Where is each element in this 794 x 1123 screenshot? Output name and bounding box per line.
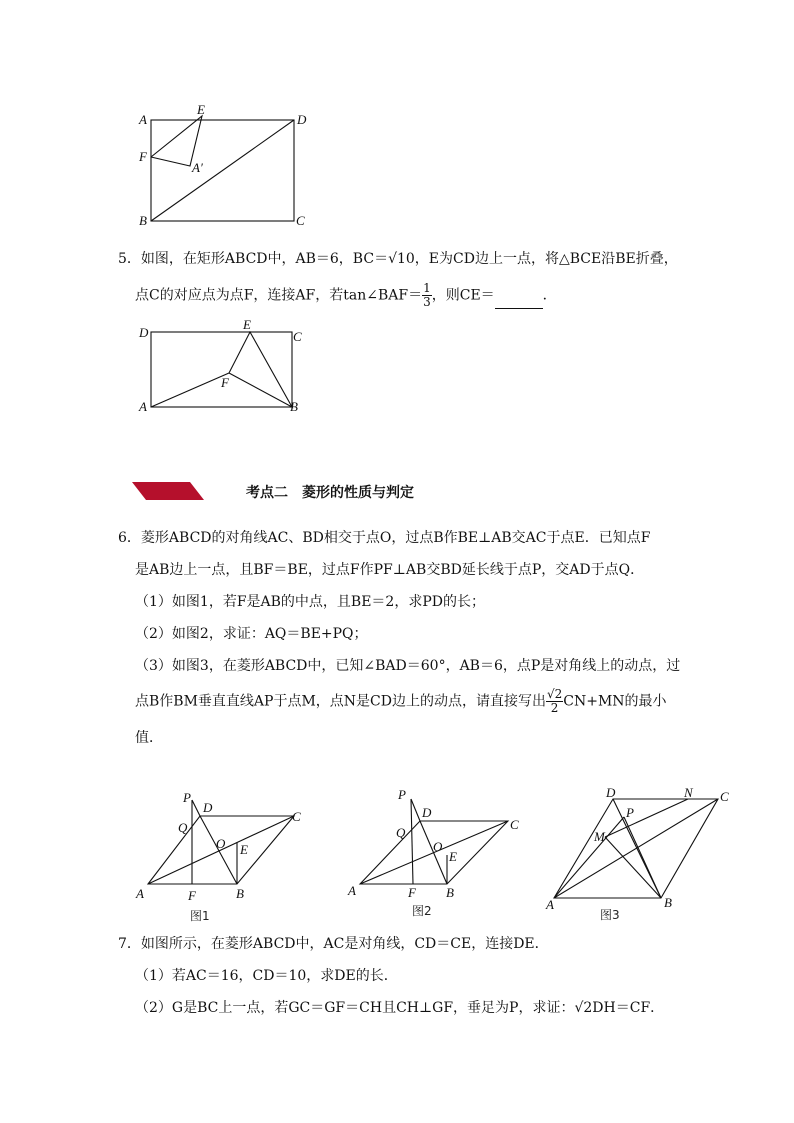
q6-part3-end: 值． [135,730,163,746]
figure-3-caption: 图3 [600,908,620,922]
label-e: E [449,849,457,864]
label-a: A [139,399,147,414]
label-f: F [188,888,196,903]
label-d: D [606,785,616,800]
q6-part3-cont: 点B作BM垂直直线AP于点M，点N是CD边上的动点，请直接写出 $\frac{√2}{2}$ CN+MN的最小 [135,687,667,715]
label-q: Q [178,820,188,835]
label-b: B [290,399,298,414]
label-c: C [292,809,301,824]
label-a: A [348,883,356,898]
label-b: B [664,895,672,910]
label-p: P [398,787,406,802]
label-p: P [626,805,634,820]
label-d: D [422,805,432,820]
label-a-prime: A′ [192,160,203,175]
figure-1-caption: 图1 [190,909,210,923]
label-c: C [293,329,302,344]
q6-part2: （2）如图2，求证：AQ＝BE+PQ； [135,626,368,642]
label-e: E [197,102,205,117]
label-p: P [183,790,191,805]
figure-3 [540,785,740,925]
label-e: E [243,317,251,332]
label-a: A [136,886,144,901]
q6-part1: （1）如图1，若F是AB的中点，且BE＝2，求PD的长； [135,594,485,610]
q5-line1: 5．如图，在矩形ABCD中，AB＝6，BC＝√10，E为CD边上一点，将△BCE沿BE折叠， [118,251,678,267]
q6-fraction: $\frac{√2}{2}$ [546,687,563,715]
label-c: C [296,213,305,228]
label-a: A [139,112,147,127]
q5-line2: 点C的对应点为点F，连接AF，若tan∠BAF＝ $\frac{1}{3}$ ，则CE＝ ． [135,281,557,309]
label-b: B [236,886,244,901]
label-d: D [297,112,307,127]
q7-line1: 7．如图所示，在菱形ABCD中，AC是对角线，CD＝CE，连接DE． [118,936,549,952]
q7-part2: （2）G是BC上一点，若GC＝GF＝CH且CH⊥GF，垂足为P，求证：√2DH＝CF． [135,1000,665,1016]
label-f: F [221,375,229,390]
label-f: F [408,885,416,900]
label-n: N [684,785,693,800]
q6-part3: （3）如图3，在菱形ABCD中，已知∠BAD＝60°，AB＝6，点P是对角线上的动点，过 [135,658,681,674]
label-c: C [720,789,729,804]
label-o: O [216,836,226,851]
figure-1 [130,788,310,928]
label-b: B [139,213,147,228]
q7-part1: （1）若AC＝16，CD＝10，求DE的长． [135,968,398,984]
label-o: O [433,839,443,854]
label-e: E [240,842,248,857]
label-m: M [594,829,605,844]
rectangle-fold-figure [130,100,320,230]
label-a: A [546,897,554,912]
section-title: 考点二 菱形的性质与判定 [246,485,414,501]
q5-fraction: $\frac{1}{3}$ [423,281,431,309]
label-q: Q [396,825,406,840]
q5-answer-blank[interactable] [495,294,543,309]
label-d: D [139,325,149,340]
label-f: F [139,149,147,164]
label-b: B [446,885,454,900]
figure-2 [340,785,530,920]
figure-2-caption: 图2 [412,904,432,918]
q5-figure [135,315,315,415]
q6-line2: 是AB边上一点，且BF＝BE，过点F作PF⊥AB交BD延长线于点P，交AD于点Q． [135,562,645,578]
label-d: D [203,800,213,815]
label-c: C [510,817,519,832]
q6-line1: 6．菱形ABCD的对角线AC、BD相交于点O，过点B作BE⊥AB交AC于点E．已知点F [118,530,651,546]
section-banner-icon [130,481,206,501]
